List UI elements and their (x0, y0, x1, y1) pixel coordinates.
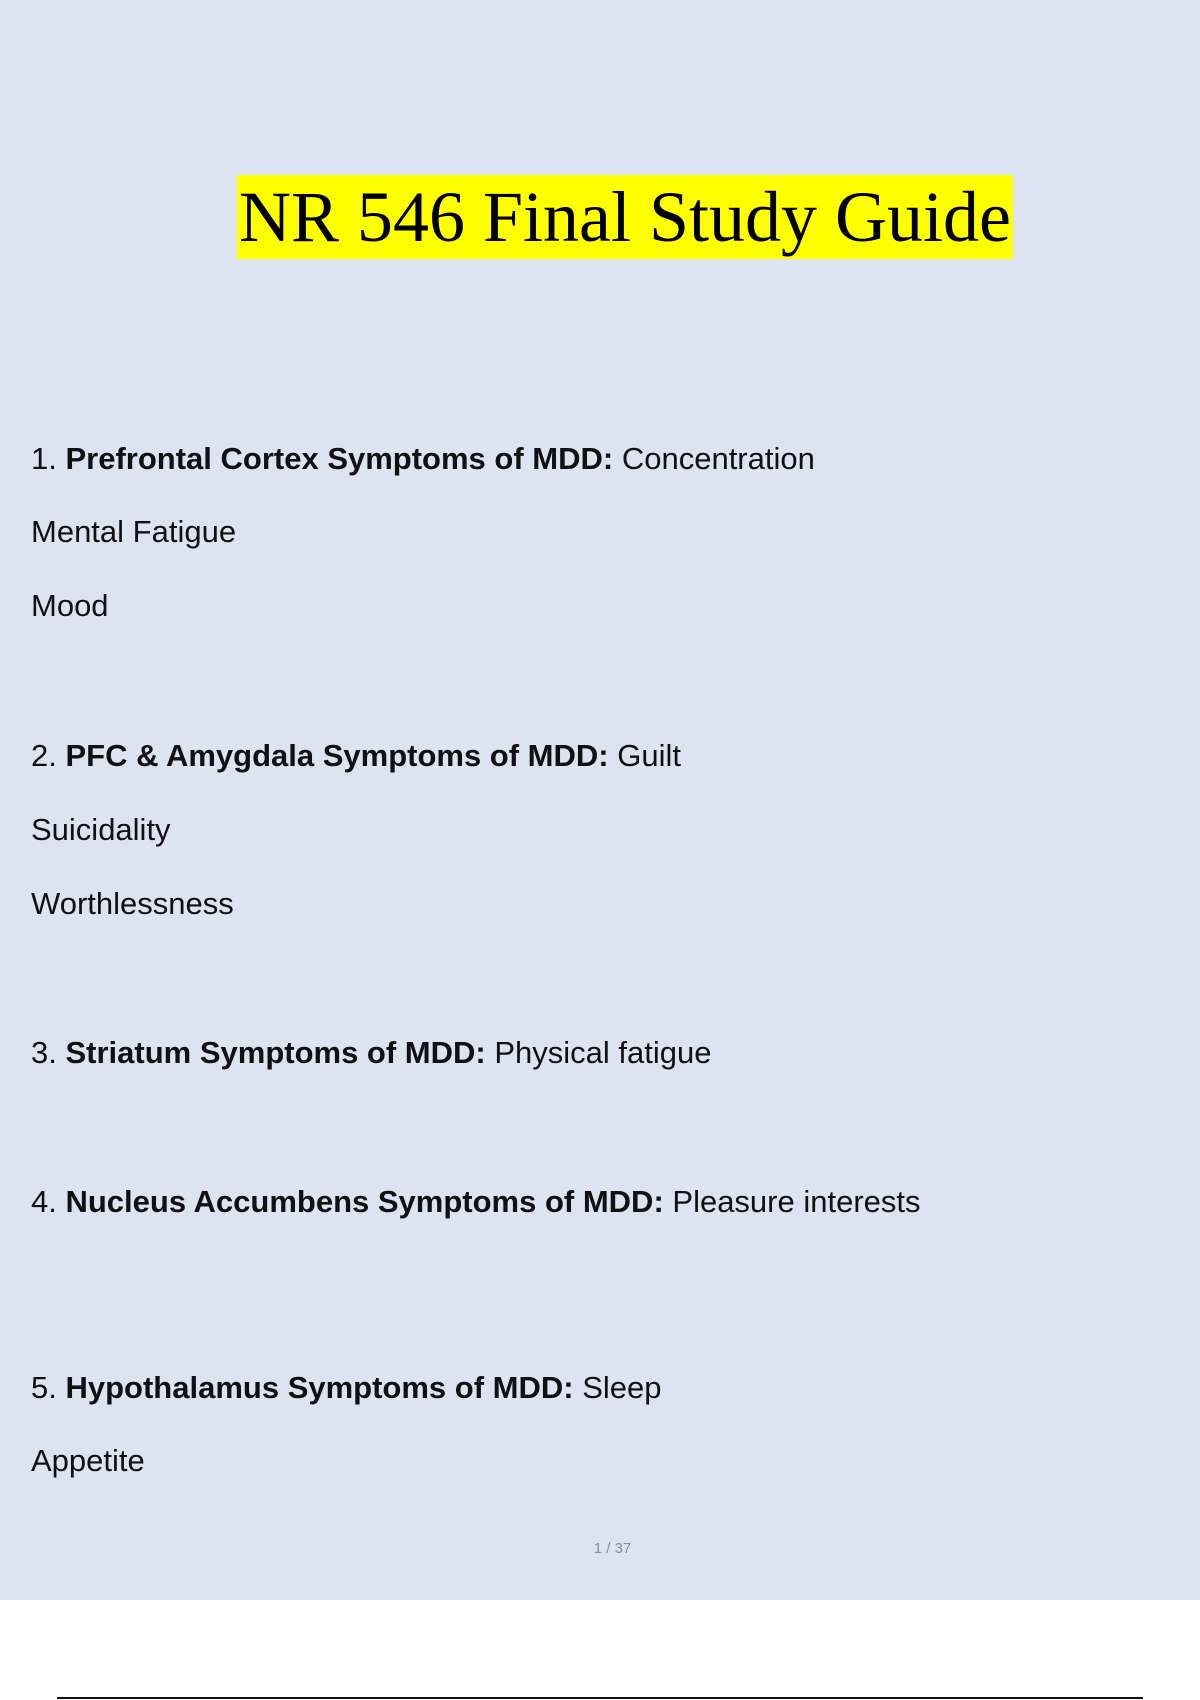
item-value: Pleasure interests (672, 1184, 921, 1219)
list-item-heading (31, 1368, 662, 1408)
item-heading: Prefrontal Cortex Symptoms of MDD: (65, 441, 614, 476)
item-number: 4. (31, 1184, 57, 1219)
page-indicator: 1 / 37 (593, 1540, 632, 1557)
item-value: Physical fatigue (494, 1035, 712, 1070)
list-item-heading (31, 1182, 921, 1222)
item-value: Concentration (621, 441, 815, 476)
item-number: 3. (31, 1035, 57, 1070)
list-item-value: Worthlessness (31, 886, 234, 921)
item-number: 1. (31, 441, 57, 476)
list-item-heading (31, 439, 815, 479)
item-value: Sleep (582, 1370, 662, 1405)
item-number: 5. (31, 1370, 57, 1405)
next-page-divider (57, 1697, 1143, 1699)
document-title: NR 546 Final Study Guide (238, 177, 1012, 257)
title-container (0, 175, 1200, 259)
list-item-value: Mental Fatigue (31, 514, 237, 549)
item-heading: Striatum Symptoms of MDD: (65, 1035, 486, 1070)
item-heading: Hypothalamus Symptoms of MDD: (65, 1370, 574, 1405)
item-heading: PFC & Amygdala Symptoms of MDD: (65, 738, 609, 773)
item-number: 2. (31, 738, 57, 773)
list-item-heading (31, 1033, 711, 1073)
list-item-value: Appetite (31, 1443, 145, 1478)
list-item-heading (31, 736, 681, 776)
list-item-value: Suicidality (31, 812, 171, 847)
item-heading: Nucleus Accumbens Symptoms of MDD: (65, 1184, 664, 1219)
item-value: Guilt (617, 738, 681, 773)
list-item-value: Mood (31, 588, 109, 623)
